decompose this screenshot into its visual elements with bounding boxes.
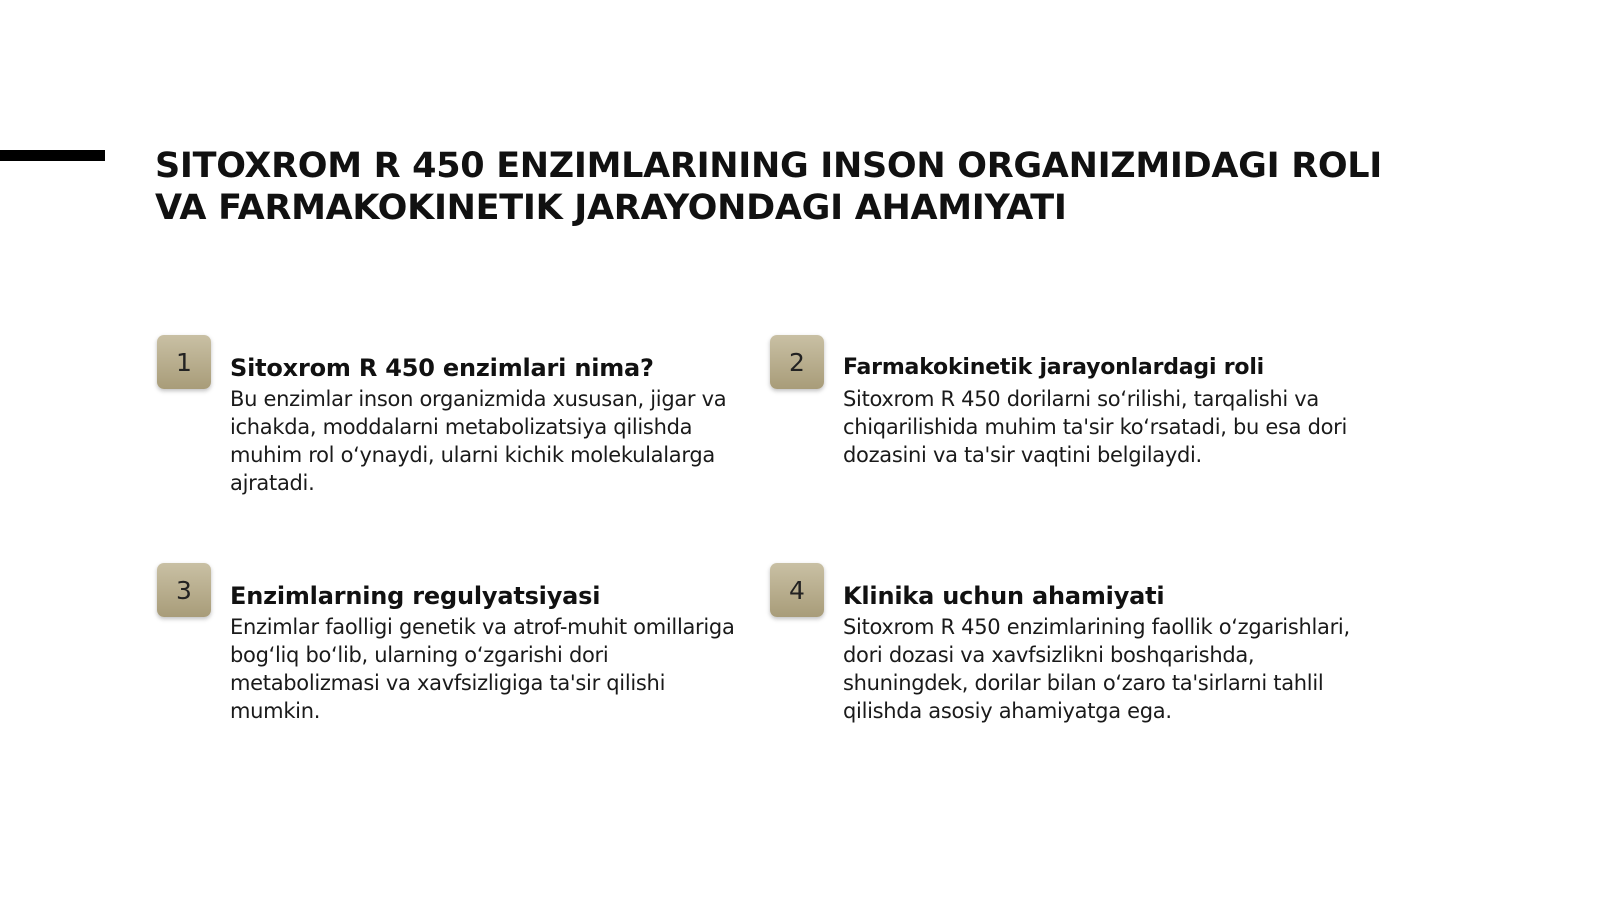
card-content <box>230 353 770 497</box>
card-body-text: Enzimlar faolligi genetik va atrof-muhit omillariga bog‘liq bo‘lib, ularning o‘zgarishi dori metabolizmasi va xavfsizligiga ta'sir qilishi mumkin. <box>230 615 735 723</box>
card-heading: Sitoxrom R 450 enzimlari nima? <box>230 354 654 382</box>
card-content <box>843 353 1383 469</box>
accent-bar <box>0 150 105 161</box>
title-line-1: SITOXROM R 450 ENZIMLARINING INSON ORGANIZMIDAGI ROLI <box>155 146 1383 186</box>
card-heading: Enzimlarning regulyatsiyasi <box>230 582 601 610</box>
number-badge: 2 <box>770 335 824 389</box>
card-body-text: Sitoxrom R 450 enzimlarining faollik o‘zgarishlari, dori dozasi va xavfsizlikni boshqarishda, shuningdek, dorilar bilan o‘zaro ta'sirlarni tahlil qilishda asosiy ahamiyatga ega. <box>843 615 1350 723</box>
card-heading: Klinika uchun ahamiyati <box>843 582 1165 610</box>
number-badge: 1 <box>157 335 211 389</box>
number-badge: 4 <box>770 563 824 617</box>
page-title <box>155 145 1555 229</box>
card-content <box>843 581 1383 725</box>
card-heading: Farmakokinetik jarayonlardagi roli <box>843 355 1265 380</box>
number-badge: 3 <box>157 563 211 617</box>
card-body-text: Bu enzimlar inson organizmida xususan, jigar va ichakda, moddalarni metabolizatsiya qilishda muhim rol o‘ynaydi, ularni kichik molekulalarga ajratadi. <box>230 387 727 495</box>
title-line-2: VA FARMAKOKINETIK JARAYONDAGI AHAMIYATI <box>155 188 1067 228</box>
card-content <box>230 581 770 725</box>
card-body-text: Sitoxrom R 450 dorilarni so‘rilishi, tarqalishi va chiqarilishida muhim ta'sir ko‘rsatadi, bu esa dori dozasini va ta'sir vaqtini belgilaydi. <box>843 387 1348 467</box>
